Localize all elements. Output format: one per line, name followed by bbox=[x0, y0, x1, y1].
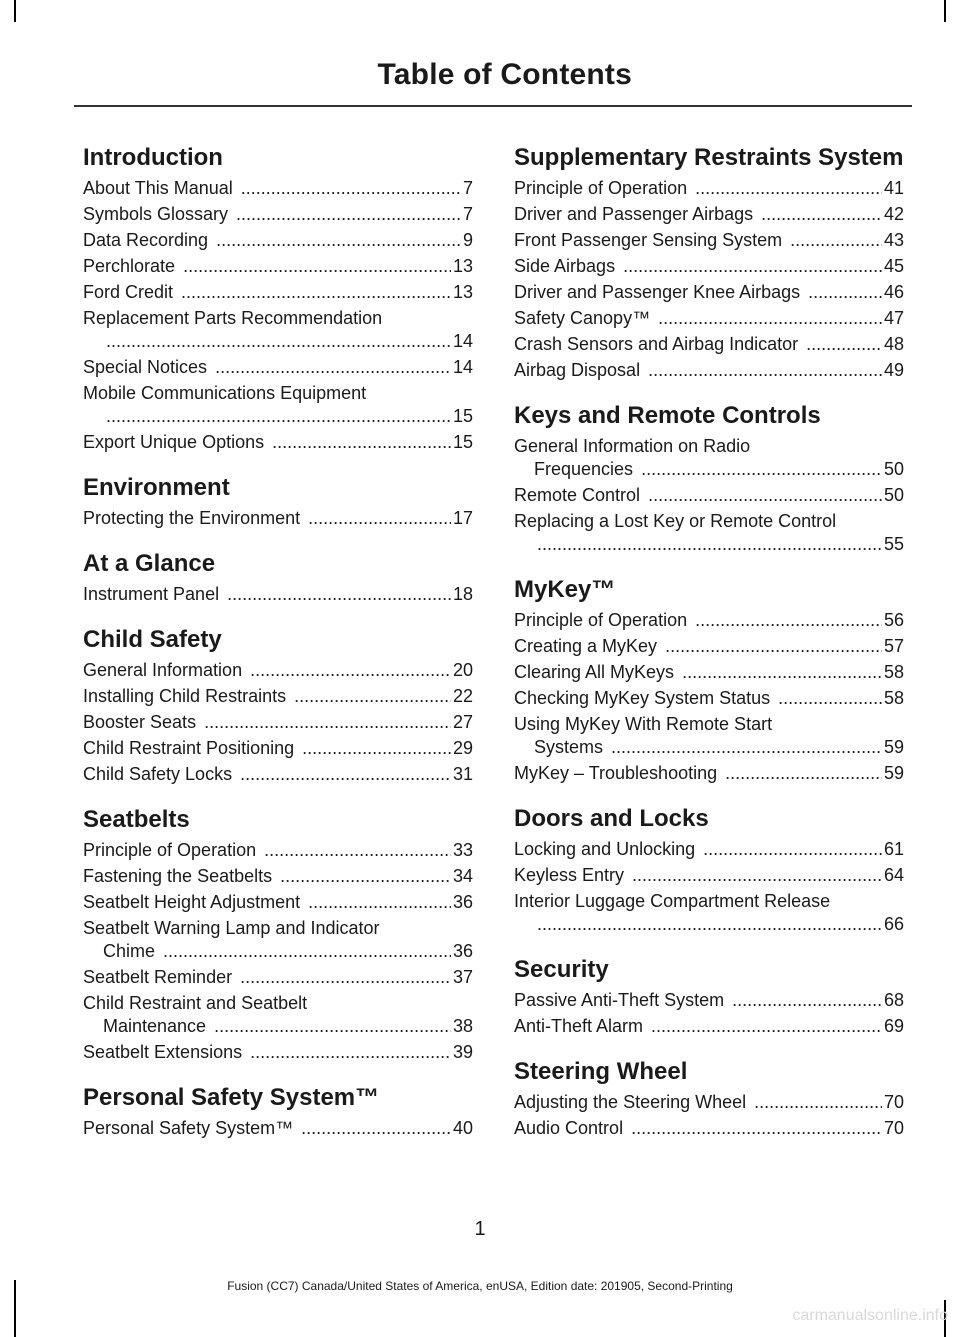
entry-page-number: 41 bbox=[883, 178, 904, 198]
dot-leader bbox=[514, 229, 904, 252]
entry-page-number: 61 bbox=[883, 839, 904, 859]
entry-text: Driver and Passenger Knee Airbags bbox=[514, 282, 803, 302]
entry-text: General Information on Radio bbox=[514, 436, 751, 456]
dot-leader bbox=[83, 583, 473, 606]
section-title: Security bbox=[514, 956, 609, 983]
toc-entry[interactable] bbox=[83, 917, 473, 963]
page-number: 1 bbox=[474, 1218, 486, 1240]
page-title: Table of Contents bbox=[377, 58, 632, 91]
toc-entry[interactable] bbox=[514, 333, 904, 356]
toc-entry[interactable] bbox=[514, 510, 904, 556]
dot-leader bbox=[514, 762, 904, 785]
entry-text: Airbag Disposal bbox=[514, 360, 643, 380]
entry-page-number: 38 bbox=[452, 1016, 473, 1036]
entry-page-number: 33 bbox=[452, 840, 473, 860]
entry-page-number: 58 bbox=[883, 688, 904, 708]
entry-page-number: 59 bbox=[883, 763, 904, 783]
toc-entry[interactable] bbox=[514, 281, 904, 304]
toc-section bbox=[83, 476, 473, 530]
toc-entry[interactable] bbox=[83, 583, 473, 606]
dot-leader bbox=[534, 913, 904, 936]
entry-page-number: 34 bbox=[452, 866, 473, 886]
entry-text: Passive Anti-Theft System bbox=[514, 990, 727, 1010]
toc-entry[interactable] bbox=[83, 281, 473, 304]
entry-text: Symbols Glossary bbox=[83, 204, 231, 224]
entry-text: Ford Credit bbox=[83, 282, 176, 302]
toc-entry[interactable] bbox=[83, 1117, 473, 1140]
entry-text: Export Unique Options bbox=[83, 432, 267, 452]
toc-entry[interactable] bbox=[83, 659, 473, 682]
entry-page-number: 14 bbox=[452, 331, 473, 351]
toc-entry[interactable] bbox=[514, 713, 904, 759]
toc-entry[interactable] bbox=[514, 890, 904, 936]
section-title: Keys and Remote Controls bbox=[514, 402, 821, 429]
dot-leader bbox=[514, 635, 904, 658]
toc-section bbox=[514, 807, 904, 936]
entry-page-number: 58 bbox=[883, 662, 904, 682]
entry-text: Locking and Unlocking bbox=[514, 839, 698, 859]
entry-text: Replacing a Lost Key or Remote Control bbox=[514, 511, 837, 531]
dot-leader bbox=[83, 255, 473, 278]
dot-leader bbox=[83, 431, 473, 454]
dot-leader bbox=[103, 940, 473, 963]
entry-page-number: 40 bbox=[452, 1118, 473, 1138]
dot-leader bbox=[514, 177, 904, 200]
entry-text: Seatbelt Reminder bbox=[83, 967, 235, 987]
entry-page-number: 43 bbox=[883, 230, 904, 250]
crop-mark-top-left bbox=[14, 0, 16, 22]
entry-text: Principle of Operation bbox=[83, 840, 259, 860]
section-title: Doors and Locks bbox=[514, 805, 709, 832]
entry-text: Special Notices bbox=[83, 357, 210, 377]
toc-section bbox=[514, 1060, 904, 1140]
entry-text: Booster Seats bbox=[83, 712, 199, 732]
section-title: Supplementary Restraints System bbox=[514, 144, 904, 171]
toc-entry[interactable] bbox=[83, 255, 473, 278]
entry-page-number: 20 bbox=[452, 660, 473, 680]
entry-text-continued bbox=[534, 534, 537, 554]
dot-leader bbox=[514, 687, 904, 710]
entry-text: Front Passenger Sensing System bbox=[514, 230, 785, 250]
toc-entry[interactable] bbox=[514, 1091, 904, 1114]
toc-section bbox=[83, 1086, 473, 1140]
entry-text: Anti-Theft Alarm bbox=[514, 1016, 646, 1036]
entry-page-number: 15 bbox=[452, 432, 473, 452]
entry-page-number: 22 bbox=[452, 686, 473, 706]
toc-section bbox=[83, 808, 473, 1064]
entry-page-number: 56 bbox=[883, 610, 904, 630]
entry-text: Seatbelt Warning Lamp and Indicator bbox=[83, 918, 380, 938]
entry-text: Using MyKey With Remote Start bbox=[514, 714, 773, 734]
toc-entry[interactable] bbox=[83, 865, 473, 888]
entry-text: Seatbelt Height Adjustment bbox=[83, 892, 303, 912]
section-title: Environment bbox=[83, 474, 230, 501]
toc-entry[interactable] bbox=[514, 609, 904, 632]
entry-page-number: 46 bbox=[883, 282, 904, 302]
dot-leader bbox=[83, 966, 473, 989]
toc-entry[interactable] bbox=[83, 356, 473, 379]
entry-page-number: 7 bbox=[462, 178, 473, 198]
toc-entry[interactable] bbox=[514, 762, 904, 785]
entry-text: Seatbelt Extensions bbox=[83, 1042, 245, 1062]
entry-page-number: 17 bbox=[452, 508, 473, 528]
dot-leader bbox=[103, 330, 473, 353]
toc-entry[interactable] bbox=[514, 989, 904, 1012]
entry-text: Instrument Panel bbox=[83, 584, 222, 604]
toc-entry[interactable] bbox=[83, 229, 473, 252]
dot-leader bbox=[514, 838, 904, 861]
entry-text: Keyless Entry bbox=[514, 865, 627, 885]
dot-leader bbox=[83, 711, 473, 734]
toc-entry[interactable] bbox=[83, 891, 473, 914]
entry-text: Data Recording bbox=[83, 230, 211, 250]
toc-entry[interactable] bbox=[83, 1041, 473, 1064]
entry-page-number: 69 bbox=[883, 1016, 904, 1036]
toc-entry[interactable] bbox=[514, 1117, 904, 1140]
toc-entry[interactable] bbox=[83, 177, 473, 200]
entry-text: Child Restraint Positioning bbox=[83, 738, 297, 758]
entry-page-number: 50 bbox=[883, 485, 904, 505]
entry-page-number: 70 bbox=[883, 1118, 904, 1138]
entry-text: Clearing All MyKeys bbox=[514, 662, 677, 682]
dot-leader bbox=[514, 1015, 904, 1038]
entry-text-continued bbox=[103, 406, 106, 426]
entry-page-number: 50 bbox=[883, 459, 904, 479]
entry-text: Installing Child Restraints bbox=[83, 686, 289, 706]
toc-entry[interactable] bbox=[514, 635, 904, 658]
entry-text-continued bbox=[534, 914, 537, 934]
toc-section bbox=[83, 628, 473, 786]
section-title: MyKey™ bbox=[514, 576, 616, 603]
toc-entry[interactable] bbox=[514, 203, 904, 226]
entry-text: Replacement Parts Recommendation bbox=[83, 308, 383, 328]
entry-page-number: 45 bbox=[883, 256, 904, 276]
toc-section bbox=[514, 146, 904, 382]
entry-page-number: 57 bbox=[883, 636, 904, 656]
entry-page-number: 36 bbox=[452, 892, 473, 912]
entry-page-number: 7 bbox=[462, 204, 473, 224]
toc-entry[interactable] bbox=[83, 203, 473, 226]
toc-entry[interactable] bbox=[514, 838, 904, 861]
toc-entry[interactable] bbox=[83, 685, 473, 708]
dot-leader bbox=[83, 763, 473, 786]
toc-entry[interactable] bbox=[514, 435, 904, 481]
dot-leader bbox=[103, 1015, 473, 1038]
dot-leader bbox=[83, 281, 473, 304]
entry-page-number: 39 bbox=[452, 1042, 473, 1062]
entry-text: Safety Canopy™ bbox=[514, 308, 653, 328]
toc-section bbox=[514, 958, 904, 1038]
entry-text: Side Airbags bbox=[514, 256, 618, 276]
section-title: Seatbelts bbox=[83, 806, 190, 833]
dot-leader bbox=[514, 661, 904, 684]
entry-page-number: 9 bbox=[462, 230, 473, 250]
entry-text: Crash Sensors and Airbag Indicator bbox=[514, 334, 801, 354]
entry-page-number: 18 bbox=[452, 584, 473, 604]
entry-page-number: 42 bbox=[883, 204, 904, 224]
entry-page-number: 31 bbox=[452, 764, 473, 784]
entry-page-number: 13 bbox=[452, 256, 473, 276]
dot-leader bbox=[514, 307, 904, 330]
entry-text: Driver and Passenger Airbags bbox=[514, 204, 756, 224]
entry-text: General Information bbox=[83, 660, 245, 680]
entry-page-number: 49 bbox=[883, 360, 904, 380]
dot-leader bbox=[83, 1041, 473, 1064]
entry-page-number: 55 bbox=[883, 534, 904, 554]
entry-text: Perchlorate bbox=[83, 256, 178, 276]
toc-entry[interactable] bbox=[83, 763, 473, 786]
entry-text: Checking MyKey System Status bbox=[514, 688, 773, 708]
dot-leader bbox=[514, 359, 904, 382]
entry-text-continued: Frequencies bbox=[534, 459, 636, 479]
dot-leader bbox=[83, 203, 473, 226]
toc-entry[interactable] bbox=[83, 839, 473, 862]
entry-page-number: 68 bbox=[883, 990, 904, 1010]
toc-section bbox=[83, 146, 473, 454]
dot-leader bbox=[514, 1117, 904, 1140]
watermark: carmanualsonline.info bbox=[792, 1307, 948, 1324]
entry-page-number: 37 bbox=[452, 967, 473, 987]
toc-entry[interactable] bbox=[514, 484, 904, 507]
dot-leader bbox=[103, 405, 473, 428]
entry-page-number: 27 bbox=[452, 712, 473, 732]
dot-leader bbox=[83, 865, 473, 888]
entry-text: Audio Control bbox=[514, 1118, 626, 1138]
entry-text: Principle of Operation bbox=[514, 610, 690, 630]
toc-entry[interactable] bbox=[514, 661, 904, 684]
entry-text: Remote Control bbox=[514, 485, 643, 505]
dot-leader bbox=[83, 737, 473, 760]
entry-page-number: 29 bbox=[452, 738, 473, 758]
entry-page-number: 48 bbox=[883, 334, 904, 354]
entry-text: Child Safety Locks bbox=[83, 764, 235, 784]
footer-edition-info: Fusion (CC7) Canada/United States of America, enUSA, Edition date: 201905, Second-Printing bbox=[227, 1279, 733, 1293]
toc-entry[interactable] bbox=[83, 966, 473, 989]
toc-entry[interactable] bbox=[83, 711, 473, 734]
toc-entry[interactable] bbox=[514, 359, 904, 382]
entry-text-continued bbox=[103, 331, 106, 351]
entry-text: Mobile Communications Equipment bbox=[83, 383, 367, 403]
crop-mark-top-right bbox=[944, 0, 946, 22]
header-divider bbox=[74, 105, 912, 107]
dot-leader bbox=[514, 1091, 904, 1114]
dot-leader bbox=[514, 484, 904, 507]
toc-entry[interactable] bbox=[83, 382, 473, 428]
toc-entry[interactable] bbox=[514, 229, 904, 252]
entry-page-number: 36 bbox=[452, 941, 473, 961]
toc-entry[interactable] bbox=[83, 507, 473, 530]
dot-leader bbox=[83, 839, 473, 862]
entry-text: MyKey – Troubleshooting bbox=[514, 763, 720, 783]
dot-leader bbox=[83, 356, 473, 379]
dot-leader bbox=[83, 507, 473, 530]
dot-leader bbox=[514, 333, 904, 356]
dot-leader bbox=[83, 685, 473, 708]
dot-leader bbox=[83, 659, 473, 682]
dot-leader bbox=[83, 229, 473, 252]
toc-entry[interactable] bbox=[514, 255, 904, 278]
entry-text: About This Manual bbox=[83, 178, 236, 198]
entry-text: Fastening the Seatbelts bbox=[83, 866, 275, 886]
entry-page-number: 15 bbox=[452, 406, 473, 426]
dot-leader bbox=[514, 989, 904, 1012]
toc-section bbox=[514, 404, 904, 556]
toc-entry[interactable] bbox=[514, 687, 904, 710]
dot-leader bbox=[83, 1117, 473, 1140]
dot-leader bbox=[83, 177, 473, 200]
toc-right-column bbox=[514, 146, 904, 1162]
entry-text-continued: Maintenance bbox=[103, 1016, 209, 1036]
entry-text: Creating a MyKey bbox=[514, 636, 660, 656]
entry-page-number: 66 bbox=[883, 914, 904, 934]
dot-leader bbox=[534, 533, 904, 556]
toc-entry[interactable] bbox=[83, 737, 473, 760]
entry-text: Personal Safety System™ bbox=[83, 1118, 296, 1138]
toc-entry[interactable] bbox=[514, 177, 904, 200]
entry-page-number: 64 bbox=[883, 865, 904, 885]
toc-entry[interactable] bbox=[514, 1015, 904, 1038]
dot-leader bbox=[534, 458, 904, 481]
entry-text: Adjusting the Steering Wheel bbox=[514, 1092, 749, 1112]
entry-text: Child Restraint and Seatbelt bbox=[83, 993, 308, 1013]
dot-leader bbox=[514, 281, 904, 304]
section-title: Personal Safety System™ bbox=[83, 1084, 380, 1111]
dot-leader bbox=[514, 203, 904, 226]
entry-text-continued: Systems bbox=[534, 737, 606, 757]
dot-leader bbox=[534, 736, 904, 759]
section-title: At a Glance bbox=[83, 550, 216, 577]
toc-left-column bbox=[83, 146, 473, 1162]
entry-page-number: 70 bbox=[883, 1092, 904, 1112]
dot-leader bbox=[514, 864, 904, 887]
toc-entry[interactable] bbox=[83, 307, 473, 353]
entry-text: Protecting the Environment bbox=[83, 508, 303, 528]
dot-leader bbox=[514, 255, 904, 278]
entry-text: Principle of Operation bbox=[514, 178, 690, 198]
toc-entry[interactable] bbox=[514, 864, 904, 887]
toc-entry[interactable] bbox=[514, 307, 904, 330]
entry-page-number: 14 bbox=[452, 357, 473, 377]
entry-text: Interior Luggage Compartment Release bbox=[514, 891, 831, 911]
toc-section bbox=[514, 578, 904, 785]
section-title: Child Safety bbox=[83, 626, 222, 653]
dot-leader bbox=[83, 891, 473, 914]
entry-page-number: 47 bbox=[883, 308, 904, 328]
section-title: Steering Wheel bbox=[514, 1058, 688, 1085]
toc-section bbox=[83, 552, 473, 606]
entry-page-number: 13 bbox=[452, 282, 473, 302]
entry-text-continued: Chime bbox=[103, 941, 158, 961]
entry-page-number: 59 bbox=[883, 737, 904, 757]
dot-leader bbox=[514, 609, 904, 632]
toc-entry[interactable] bbox=[83, 431, 473, 454]
toc-entry[interactable] bbox=[83, 992, 473, 1038]
section-title: Introduction bbox=[83, 144, 223, 171]
